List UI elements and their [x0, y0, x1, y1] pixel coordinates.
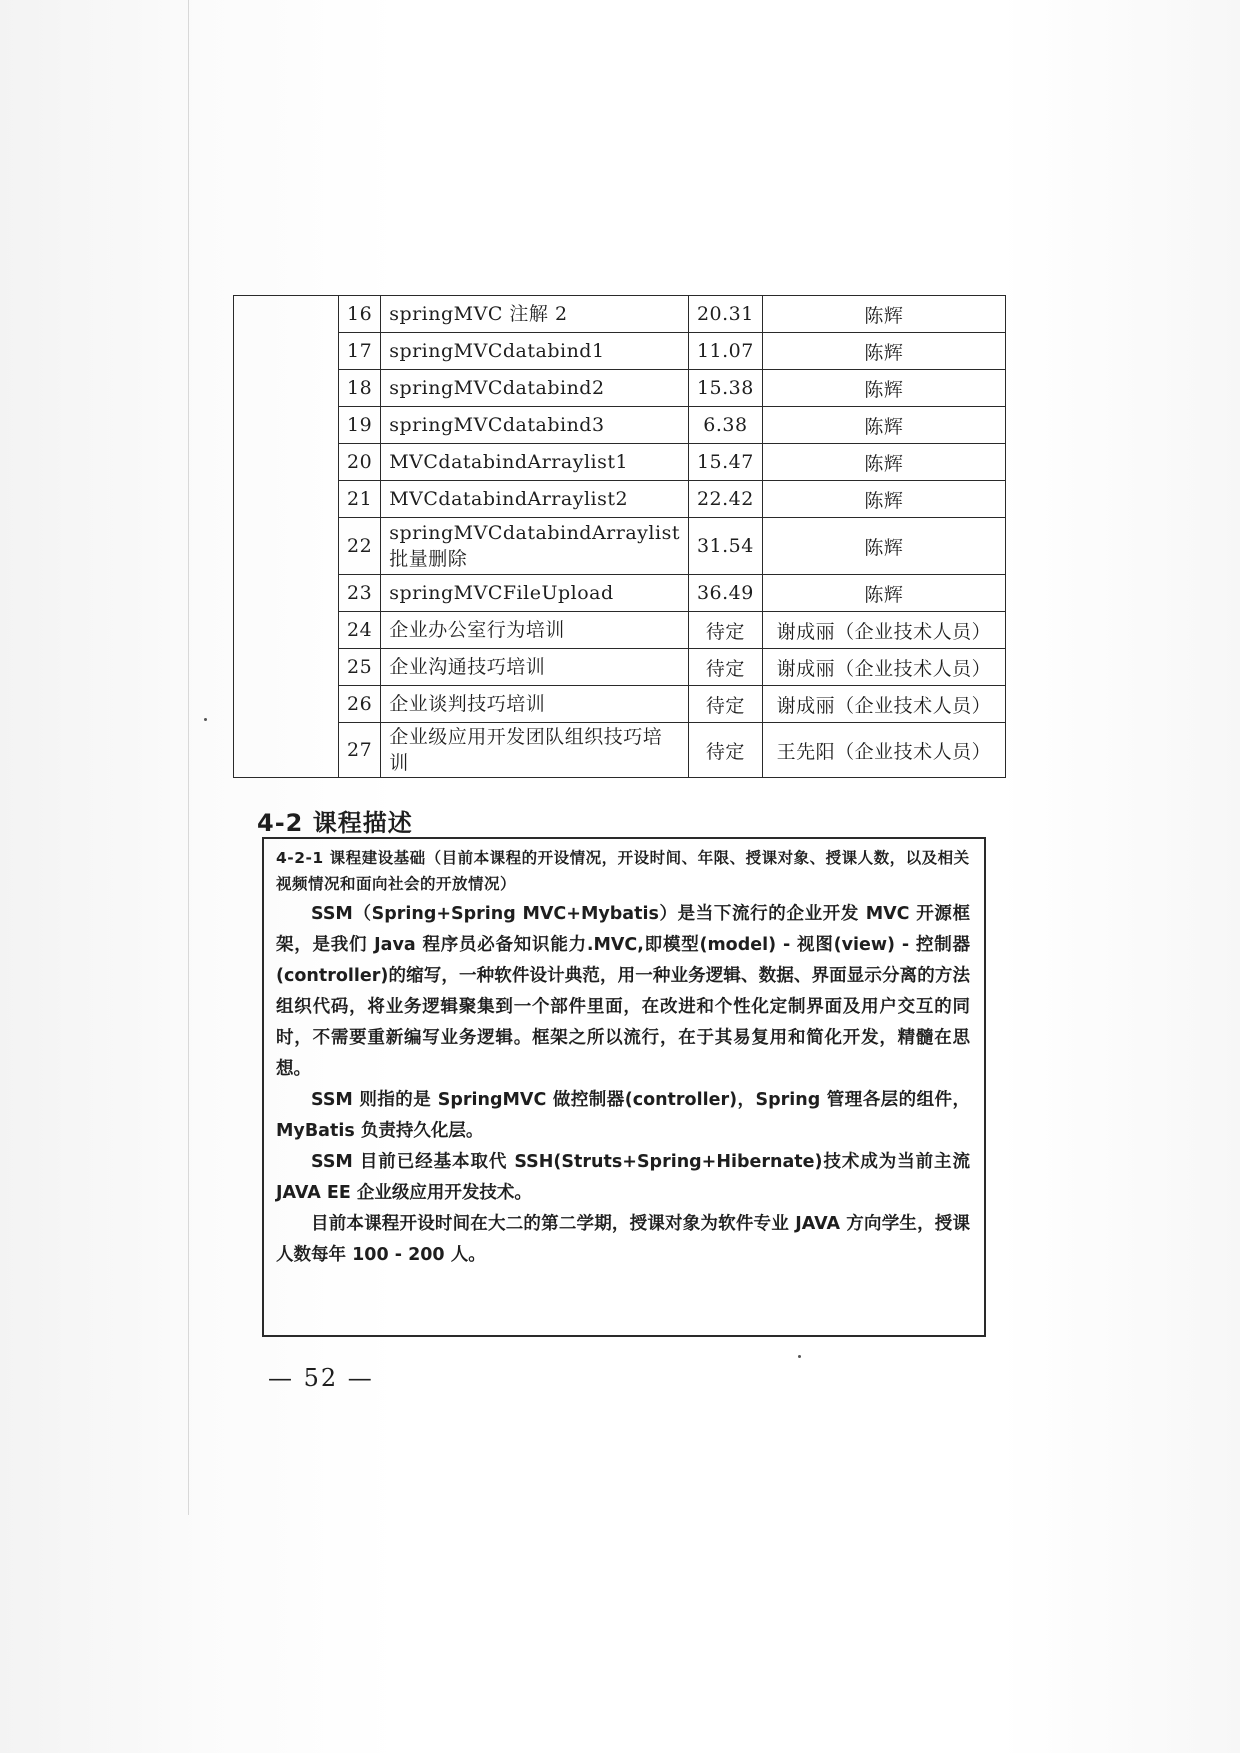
table-row	[234, 444, 1006, 481]
duration-cell: 20.31	[688, 296, 762, 333]
teacher-cell: 陈辉	[762, 370, 1005, 407]
video-list-table	[233, 295, 1006, 778]
category-cell	[234, 296, 339, 778]
row-number-cell: 22	[339, 518, 381, 575]
video-name-cell: 企业办公室行为培训	[381, 612, 689, 649]
page-number: — 52 —	[268, 1364, 374, 1392]
video-name-cell: 企业谈判技巧培训	[381, 686, 689, 723]
duration-cell: 待定	[688, 723, 762, 778]
table-row	[234, 723, 1006, 778]
duration-cell: 36.49	[688, 575, 762, 612]
duration-cell: 6.38	[688, 407, 762, 444]
table-row	[234, 649, 1006, 686]
scan-edge-line	[188, 0, 189, 1515]
teacher-cell: 王先阳（企业技术人员）	[762, 723, 1005, 778]
video-name-cell: springMVCdatabind2	[381, 370, 689, 407]
teacher-cell: 谢成丽（企业技术人员）	[762, 612, 1005, 649]
row-number-cell: 17	[339, 333, 381, 370]
row-number-cell: 26	[339, 686, 381, 723]
section-heading: 4-2 课程描述	[257, 809, 413, 837]
teacher-cell: 陈辉	[762, 575, 1005, 612]
duration-cell: 22.42	[688, 481, 762, 518]
row-number-cell: 20	[339, 444, 381, 481]
video-name-cell: springMVC 注解 2	[381, 296, 689, 333]
table-row	[234, 686, 1006, 723]
paragraph-ssm-intro: SSM（Spring+Spring MVC+Mybatis）是当下流行的企业开发 MVC 开源框架，是我们 Java 程序员必备知识能力.MVC,即模型(model) - 视图(view) - 控制器(controller)的缩写，一种软件设计典范，用一种业务逻辑、数据、界面显示分离的方法组织代码，将业务逻辑聚集到一个部件里面，在改进和个性化定制界面及用户交互的同时，不需要重新编写业务逻辑。框架之所以流行，在于其易复用和简化开发，精髓在思想。	[276, 904, 970, 1079]
teacher-cell: 陈辉	[762, 407, 1005, 444]
teacher-cell: 谢成丽（企业技术人员）	[762, 649, 1005, 686]
video-name-cell: 企业沟通技巧培训	[381, 649, 689, 686]
duration-cell: 15.38	[688, 370, 762, 407]
duration-cell: 待定	[688, 612, 762, 649]
video-name-cell: springMVCFileUpload	[381, 575, 689, 612]
teacher-cell: 谢成丽（企业技术人员）	[762, 686, 1005, 723]
paragraph-ssm-meaning: SSM 则指的是 SpringMVC 做控制器(controller)，Spring 管理各层的组件，MyBatis 负责持久化层。	[276, 1090, 970, 1141]
row-number-cell: 19	[339, 407, 381, 444]
course-video-table	[233, 295, 1006, 778]
video-name-cell: springMVCdatabind1	[381, 333, 689, 370]
video-name-cell: springMVCdatabind3	[381, 407, 689, 444]
table-row	[234, 296, 1006, 333]
row-number-cell: 25	[339, 649, 381, 686]
video-name-cell: MVCdatabindArraylist2	[381, 481, 689, 518]
table-row	[234, 333, 1006, 370]
scan-speck	[798, 1355, 801, 1358]
teacher-cell: 陈辉	[762, 481, 1005, 518]
teacher-cell: 陈辉	[762, 296, 1005, 333]
teacher-cell: 陈辉	[762, 333, 1005, 370]
scan-speck	[204, 718, 207, 721]
table-row	[234, 370, 1006, 407]
paragraph-course-schedule: 目前本课程开设时间在大二的第二学期，授课对象为软件专业 JAVA 方向学生，授课人数每年 100 - 200 人。	[276, 1214, 970, 1265]
row-number-cell: 27	[339, 723, 381, 778]
duration-cell: 11.07	[688, 333, 762, 370]
video-name-cell: 企业级应用开发团队组织技巧培训	[381, 723, 689, 778]
row-number-cell: 23	[339, 575, 381, 612]
course-foundation-box	[262, 837, 986, 1337]
teacher-cell: 陈辉	[762, 518, 1005, 575]
duration-cell: 待定	[688, 649, 762, 686]
paragraph-ssm-mainstream: SSM 目前已经基本取代 SSH(Struts+Spring+Hibernate)技术成为当前主流 JAVA EE 企业级应用开发技术。	[276, 1152, 970, 1203]
table-row	[234, 518, 1006, 575]
table-row	[234, 481, 1006, 518]
row-number-cell: 21	[339, 481, 381, 518]
teacher-cell: 陈辉	[762, 444, 1005, 481]
box-subtitle: 4-2-1 课程建设基础（目前本课程的开设情况，开设时间、年限、授课对象、授课人数，以及相关视频情况和面向社会的开放情况）	[276, 849, 970, 893]
row-number-cell: 16	[339, 296, 381, 333]
video-name-cell: MVCdatabindArraylist1	[381, 444, 689, 481]
table-row	[234, 612, 1006, 649]
table-body	[234, 296, 1006, 778]
table-row	[234, 575, 1006, 612]
duration-cell: 31.54	[688, 518, 762, 575]
duration-cell: 待定	[688, 686, 762, 723]
table-row	[234, 407, 1006, 444]
duration-cell: 15.47	[688, 444, 762, 481]
row-number-cell: 24	[339, 612, 381, 649]
row-number-cell: 18	[339, 370, 381, 407]
video-name-cell: springMVCdatabindArraylist 批量删除	[381, 518, 689, 575]
